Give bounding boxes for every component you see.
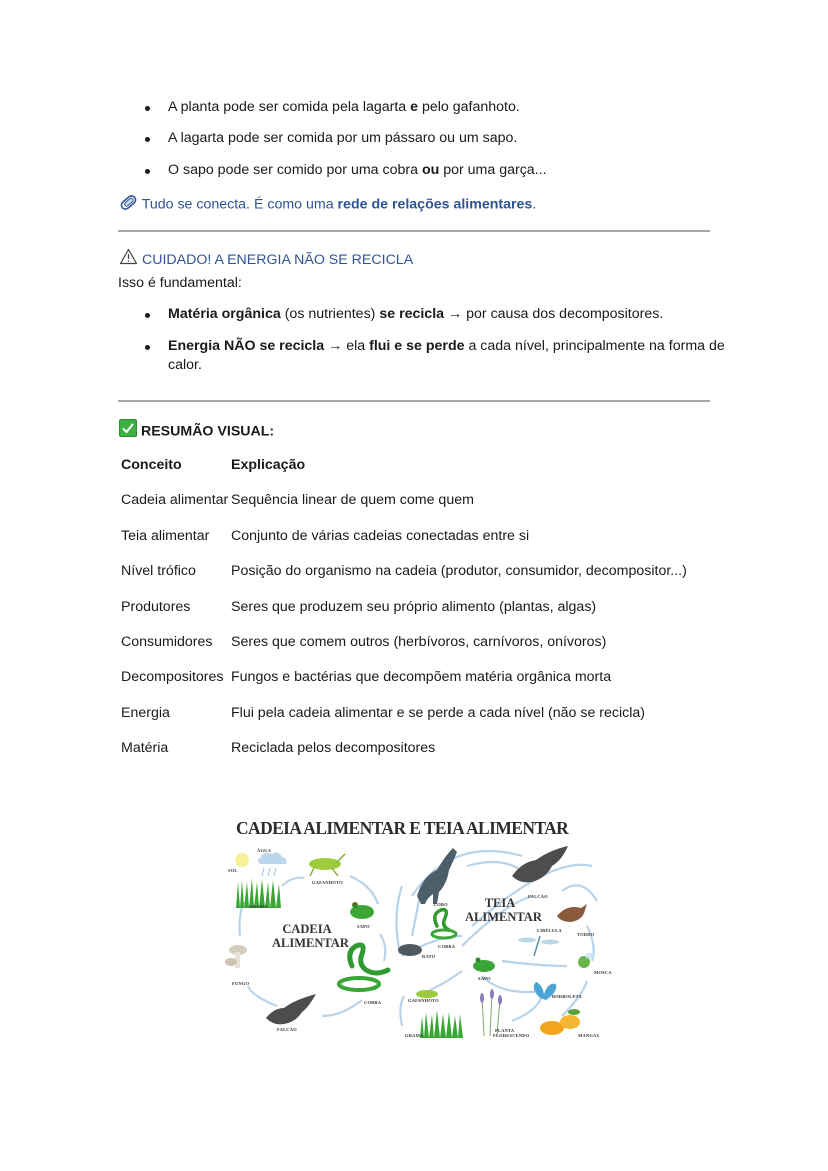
text: .: [532, 196, 537, 213]
bullet-dot: [145, 169, 150, 174]
cell-explanation: Fungos e bactérias que decompõem matéria orgânica morta: [231, 669, 612, 685]
cell-explanation: Posição do organismo na cadeia (produtor, consumidor, decompositor...): [231, 563, 687, 579]
text: (os nutrientes): [280, 306, 380, 322]
label-libelula: LIBÉLULA: [537, 928, 562, 933]
food-chain-infographic: [222, 816, 612, 1042]
bold-text: flui e se perde: [369, 338, 465, 354]
label-agua: ÁGUA: [257, 848, 272, 853]
cell-explanation: Seres que comem outros (herbívoros, carnívoros, onívoros): [231, 634, 607, 650]
warning-bullet-2: [168, 338, 725, 354]
label-sol: SOL: [228, 868, 238, 873]
web-label: [465, 896, 542, 924]
warning-icon: [119, 248, 138, 269]
horizontal-rule: [118, 230, 710, 232]
cell-explanation: Seres que produzem seu próprio alimento (plantas, algas): [231, 599, 597, 615]
label-gafanhoto: GAFANHOTO: [312, 880, 343, 885]
connect-note: [119, 194, 536, 215]
warning-bullet-1: [168, 306, 663, 322]
label-rato: RATO: [422, 954, 436, 959]
bold-text: ou: [421, 162, 440, 178]
cell-concept: Teia alimentar: [121, 528, 210, 544]
bullet-dot: [145, 106, 150, 111]
label-florescendo: FLORESCENDO: [493, 1033, 530, 1038]
label-borboleta: BORBOLETA: [552, 994, 582, 999]
horizontal-rule: [118, 400, 710, 402]
text: O sapo pode ser comido por uma cobra: [168, 162, 422, 178]
warning-bullet-2-continuation: calor.: [168, 357, 202, 373]
text: → por causa dos decompositores.: [444, 306, 664, 322]
cell-concept: Matéria: [121, 740, 169, 756]
label-cobra: COBRA: [364, 1000, 382, 1005]
column-header-explicacao: Explicação: [231, 457, 306, 473]
label-sapo: SAPO: [357, 924, 370, 929]
text: A lagarta pode ser comida por um pássaro ou um sapo.: [168, 130, 518, 146]
text: A planta pode ser comida pela lagarta: [168, 99, 411, 115]
check-box-icon: [119, 419, 137, 441]
intro-bullet-2: [168, 130, 517, 146]
cell-concept: Cadeia alimentar: [121, 492, 229, 508]
cell-explanation: Sequência linear de quem come quem: [231, 492, 474, 508]
cell-concept: Energia: [121, 705, 170, 721]
intro-bullet-1: [168, 99, 520, 115]
text: pelo gafanhoto.: [418, 99, 520, 115]
label-falcao: FALCÃO: [277, 1027, 297, 1032]
label-cobra-web: COBRA: [438, 944, 456, 949]
label-line: CADEIA: [282, 922, 332, 936]
summary-heading: [119, 422, 274, 441]
summary-title: RESUMÃO VISUAL:: [140, 423, 275, 440]
label-line: TEIA: [484, 896, 516, 910]
label-fungo: FUNGO: [232, 981, 250, 986]
label-grama-web: GRAMA: [405, 1033, 424, 1038]
cell-concept: Decompositores: [121, 669, 224, 685]
cell-concept: Consumidores: [121, 634, 213, 650]
text: por uma garça...: [439, 162, 547, 178]
text: → ela: [324, 338, 370, 354]
bold-text: Matéria orgânica: [168, 306, 281, 322]
text: a cada nível, principalmente na forma de: [464, 338, 725, 354]
cell-explanation: Conjunto de várias cadeias conectadas entre si: [231, 528, 530, 544]
warning-title: CUIDADO! A ENERGIA NÃO SE RECICLA: [141, 251, 414, 268]
label-falcao: FALCÃO: [528, 894, 548, 899]
bold-text: se recicla: [379, 306, 445, 322]
label-grama: GRAMA: [249, 904, 268, 909]
label-line: ALIMENTAR: [272, 936, 349, 950]
bold-text: Energia NÃO se recicla: [168, 338, 325, 354]
cell-explanation: Reciclada pelos decompositores: [231, 740, 436, 756]
chain-label: [272, 922, 349, 950]
label-line: ALIMENTAR: [465, 910, 542, 924]
bullet-dot: [145, 137, 150, 142]
bullet-dot: [145, 313, 150, 318]
label-gafanhoto-web: GAFANHOTO: [408, 998, 439, 1003]
warning-heading: [119, 251, 413, 269]
infographic-title: CADEIA ALIMENTAR E TEIA ALIMENTAR: [236, 818, 569, 838]
label-lobo: LOBO: [434, 902, 448, 907]
label-planta: PLANTA: [495, 1028, 515, 1033]
bullet-dot: [145, 345, 150, 350]
paperclip-icon: [119, 194, 138, 215]
label-mosca: MOSCA: [594, 970, 612, 975]
bold-text: e: [410, 99, 419, 115]
bold-text: rede de relações alimentares: [337, 196, 533, 213]
column-header-conceito: Conceito: [121, 457, 182, 473]
cell-explanation: Flui pela cadeia alimentar e se perde a cada nível (não se recicla): [231, 705, 646, 721]
intro-bullet-3: [168, 162, 547, 178]
label-mangas: MANGAS: [578, 1033, 600, 1038]
warning-intro: Isso é fundamental:: [118, 275, 242, 291]
cell-concept: Nível trófico: [121, 563, 196, 579]
cell-concept: Produtores: [121, 599, 191, 615]
text: Tudo se conecta. É como uma: [141, 196, 338, 213]
label-tordo: TORDO: [577, 932, 595, 937]
label-sapo-web: SAPO: [478, 976, 491, 981]
